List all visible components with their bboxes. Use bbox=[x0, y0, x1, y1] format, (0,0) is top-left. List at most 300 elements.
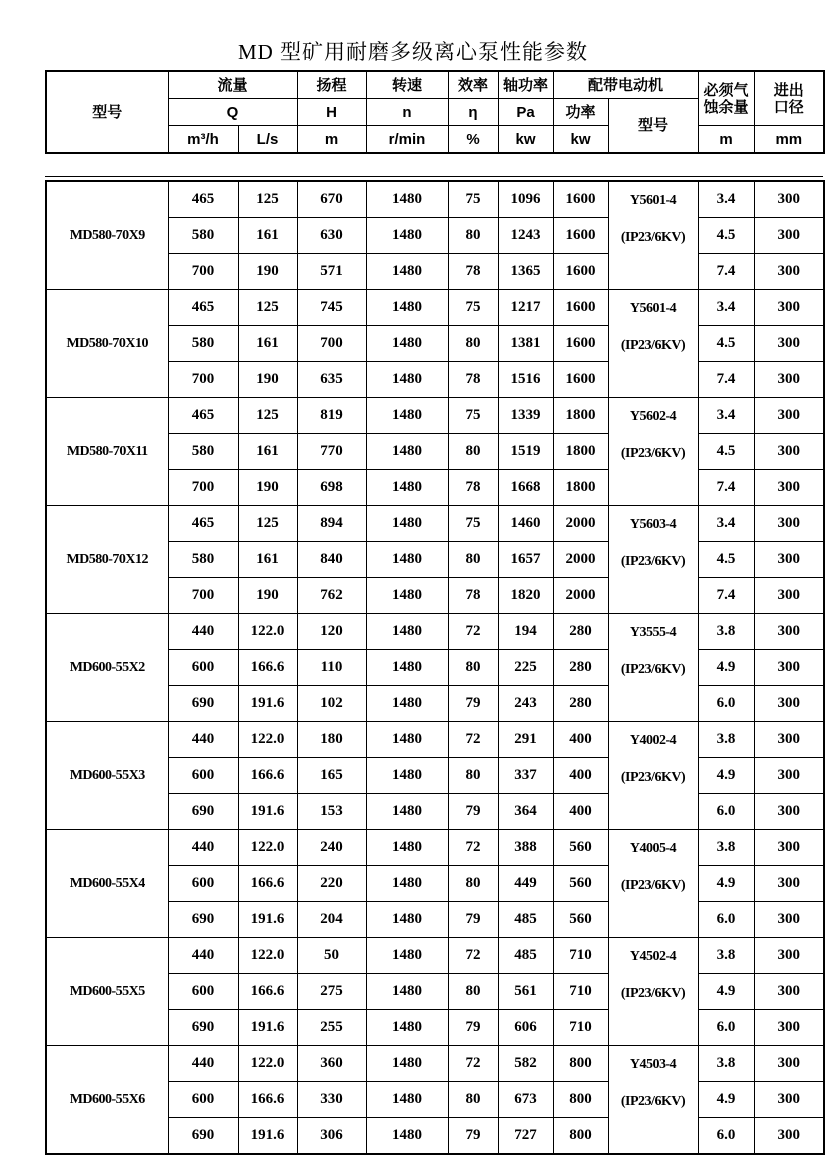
cell-n: 1480 bbox=[366, 434, 448, 470]
cell-eta: 80 bbox=[448, 542, 498, 578]
header-row-1 bbox=[46, 71, 824, 99]
cell-q_ls: 190 bbox=[238, 254, 297, 290]
cell-dn: 300 bbox=[754, 578, 824, 614]
cell-pa: 485 bbox=[498, 902, 553, 938]
cell-dn: 300 bbox=[754, 1118, 824, 1155]
table-row bbox=[46, 181, 824, 218]
cell-q_m3h: 690 bbox=[168, 902, 238, 938]
pump-model-cell: MD600-55X3 bbox=[46, 722, 168, 830]
cell-q_m3h: 600 bbox=[168, 758, 238, 794]
cell-power: 1600 bbox=[553, 326, 608, 362]
cell-npsh: 4.5 bbox=[698, 326, 754, 362]
cell-n: 1480 bbox=[366, 758, 448, 794]
cell-q_m3h: 440 bbox=[168, 938, 238, 974]
symbol-eta: η bbox=[448, 99, 498, 126]
pump-model-cell: MD600-55X2 bbox=[46, 614, 168, 722]
table-row bbox=[46, 938, 824, 974]
cell-h: 330 bbox=[297, 1082, 366, 1118]
cell-n: 1480 bbox=[366, 974, 448, 1010]
col-header-npsh bbox=[698, 71, 754, 126]
cell-npsh: 3.8 bbox=[698, 614, 754, 650]
cell-dn: 300 bbox=[754, 686, 824, 722]
cell-q_m3h: 600 bbox=[168, 974, 238, 1010]
cell-eta: 79 bbox=[448, 1118, 498, 1155]
cell-npsh: 3.4 bbox=[698, 506, 754, 542]
cell-h: 204 bbox=[297, 902, 366, 938]
cell-npsh: 3.4 bbox=[698, 181, 754, 218]
unit-npsh-m: m bbox=[698, 126, 754, 154]
page-title: MD 型矿用耐磨多级离心泵性能参数 bbox=[237, 40, 589, 64]
motor-model-cell bbox=[608, 290, 698, 398]
cell-n: 1480 bbox=[366, 218, 448, 254]
motor-model-cell bbox=[608, 398, 698, 506]
pump-model-cell: MD580-70X11 bbox=[46, 398, 168, 506]
cell-h: 745 bbox=[297, 290, 366, 326]
cell-q_ls: 122.0 bbox=[238, 1046, 297, 1082]
cell-eta: 80 bbox=[448, 326, 498, 362]
cell-eta: 72 bbox=[448, 1046, 498, 1082]
cell-power: 400 bbox=[553, 722, 608, 758]
motor-model-text: Y4502-4 bbox=[629, 949, 677, 964]
cell-npsh: 3.4 bbox=[698, 398, 754, 434]
cell-pa: 1381 bbox=[498, 326, 553, 362]
cell-npsh: 4.5 bbox=[698, 218, 754, 254]
cell-pa: 1096 bbox=[498, 181, 553, 218]
cell-n: 1480 bbox=[366, 362, 448, 398]
cell-n: 1480 bbox=[366, 1046, 448, 1082]
cell-n: 1480 bbox=[366, 650, 448, 686]
cell-q_ls: 125 bbox=[238, 398, 297, 434]
cell-pa: 1217 bbox=[498, 290, 553, 326]
cell-n: 1480 bbox=[366, 866, 448, 902]
cell-q_ls: 166.6 bbox=[238, 650, 297, 686]
ports-label-line2: 口径 bbox=[773, 98, 804, 116]
cell-pa: 194 bbox=[498, 614, 553, 650]
cell-power: 560 bbox=[553, 866, 608, 902]
cell-dn: 300 bbox=[754, 614, 824, 650]
cell-power: 560 bbox=[553, 830, 608, 866]
cell-dn: 300 bbox=[754, 650, 824, 686]
cell-q_m3h: 440 bbox=[168, 830, 238, 866]
cell-dn: 300 bbox=[754, 1046, 824, 1082]
cell-q_ls: 125 bbox=[238, 181, 297, 218]
cell-q_m3h: 465 bbox=[168, 398, 238, 434]
cell-power: 280 bbox=[553, 650, 608, 686]
cell-q_m3h: 465 bbox=[168, 290, 238, 326]
cell-q_m3h: 690 bbox=[168, 1118, 238, 1155]
cell-h: 360 bbox=[297, 1046, 366, 1082]
cell-eta: 72 bbox=[448, 938, 498, 974]
motor-model-cell bbox=[608, 614, 698, 722]
symbol-q: Q bbox=[168, 99, 297, 126]
motor-spec-text: (IP23/6KV) bbox=[620, 878, 686, 893]
cell-power: 560 bbox=[553, 902, 608, 938]
col-header-motor-model: 型号 bbox=[608, 99, 698, 154]
cell-npsh: 4.9 bbox=[698, 650, 754, 686]
cell-h: 165 bbox=[297, 758, 366, 794]
cell-q_ls: 191.6 bbox=[238, 686, 297, 722]
cell-n: 1480 bbox=[366, 902, 448, 938]
cell-dn: 300 bbox=[754, 1082, 824, 1118]
cell-h: 762 bbox=[297, 578, 366, 614]
cell-power: 400 bbox=[553, 794, 608, 830]
cell-npsh: 6.0 bbox=[698, 902, 754, 938]
cell-q_ls: 161 bbox=[238, 218, 297, 254]
pump-model-cell: MD600-55X6 bbox=[46, 1046, 168, 1155]
cell-q_m3h: 580 bbox=[168, 434, 238, 470]
cell-npsh: 3.4 bbox=[698, 290, 754, 326]
cell-q_m3h: 700 bbox=[168, 254, 238, 290]
cell-pa: 1820 bbox=[498, 578, 553, 614]
cell-q_ls: 161 bbox=[238, 542, 297, 578]
motor-spec-text: (IP23/6KV) bbox=[620, 230, 686, 245]
cell-power: 2000 bbox=[553, 506, 608, 542]
cell-dn: 300 bbox=[754, 542, 824, 578]
cell-eta: 78 bbox=[448, 254, 498, 290]
cell-h: 819 bbox=[297, 398, 366, 434]
cell-q_m3h: 440 bbox=[168, 1046, 238, 1082]
motor-model-text: Y5603-4 bbox=[629, 517, 677, 532]
cell-q_m3h: 690 bbox=[168, 794, 238, 830]
motor-model-cell bbox=[608, 830, 698, 938]
cell-eta: 80 bbox=[448, 866, 498, 902]
motor-model-text: Y4005-4 bbox=[629, 841, 677, 856]
pump-model-cell: MD580-70X9 bbox=[46, 181, 168, 290]
unit-m3h: m³/h bbox=[168, 126, 238, 154]
cell-q_ls: 161 bbox=[238, 434, 297, 470]
cell-npsh: 4.9 bbox=[698, 758, 754, 794]
cell-eta: 80 bbox=[448, 434, 498, 470]
motor-spec-text: (IP23/6KV) bbox=[620, 1094, 686, 1109]
cell-dn: 300 bbox=[754, 326, 824, 362]
motor-model-text: Y3555-4 bbox=[629, 625, 677, 640]
cell-dn: 300 bbox=[754, 794, 824, 830]
cell-q_m3h: 580 bbox=[168, 542, 238, 578]
cell-h: 670 bbox=[297, 181, 366, 218]
motor-spec-text: (IP23/6KV) bbox=[620, 662, 686, 677]
cell-power: 800 bbox=[553, 1118, 608, 1155]
cell-dn: 300 bbox=[754, 938, 824, 974]
motor-model-text: Y5601-4 bbox=[629, 301, 677, 316]
cell-pa: 582 bbox=[498, 1046, 553, 1082]
cell-q_m3h: 440 bbox=[168, 722, 238, 758]
cell-npsh: 6.0 bbox=[698, 1118, 754, 1155]
cell-q_ls: 125 bbox=[238, 506, 297, 542]
cell-h: 240 bbox=[297, 830, 366, 866]
cell-pa: 364 bbox=[498, 794, 553, 830]
cell-pa: 337 bbox=[498, 758, 553, 794]
motor-model-cell bbox=[608, 506, 698, 614]
ports-label-line1: 进出 bbox=[773, 81, 804, 99]
cell-q_m3h: 600 bbox=[168, 1082, 238, 1118]
cell-npsh: 4.9 bbox=[698, 974, 754, 1010]
cell-h: 840 bbox=[297, 542, 366, 578]
cell-npsh: 3.8 bbox=[698, 1046, 754, 1082]
cell-q_m3h: 700 bbox=[168, 470, 238, 506]
cell-n: 1480 bbox=[366, 181, 448, 218]
cell-q_m3h: 600 bbox=[168, 650, 238, 686]
col-header-efficiency: 效率 bbox=[448, 71, 498, 99]
cell-h: 635 bbox=[297, 362, 366, 398]
cell-q_ls: 122.0 bbox=[238, 830, 297, 866]
cell-q_ls: 166.6 bbox=[238, 866, 297, 902]
cell-pa: 561 bbox=[498, 974, 553, 1010]
cell-eta: 80 bbox=[448, 218, 498, 254]
cell-pa: 1668 bbox=[498, 470, 553, 506]
cell-q_m3h: 700 bbox=[168, 578, 238, 614]
cell-pa: 1460 bbox=[498, 506, 553, 542]
cell-eta: 72 bbox=[448, 830, 498, 866]
table-row bbox=[46, 1046, 824, 1082]
cell-h: 630 bbox=[297, 218, 366, 254]
symbol-n: n bbox=[366, 99, 448, 126]
cell-q_ls: 122.0 bbox=[238, 722, 297, 758]
cell-n: 1480 bbox=[366, 398, 448, 434]
cell-h: 698 bbox=[297, 470, 366, 506]
cell-h: 110 bbox=[297, 650, 366, 686]
cell-npsh: 4.9 bbox=[698, 1082, 754, 1118]
cell-eta: 75 bbox=[448, 506, 498, 542]
unit-kw-power: kw bbox=[553, 126, 608, 154]
motor-spec-text: (IP23/6KV) bbox=[620, 338, 686, 353]
cell-npsh: 4.5 bbox=[698, 434, 754, 470]
cell-power: 1800 bbox=[553, 398, 608, 434]
cell-power: 800 bbox=[553, 1082, 608, 1118]
cell-n: 1480 bbox=[366, 470, 448, 506]
pump-model-cell: MD600-55X4 bbox=[46, 830, 168, 938]
cell-pa: 225 bbox=[498, 650, 553, 686]
cell-q_ls: 166.6 bbox=[238, 758, 297, 794]
cell-h: 180 bbox=[297, 722, 366, 758]
col-header-shaft-power: 轴功率 bbox=[498, 71, 553, 99]
cell-pa: 1365 bbox=[498, 254, 553, 290]
cell-dn: 300 bbox=[754, 902, 824, 938]
cell-q_ls: 122.0 bbox=[238, 614, 297, 650]
header-table bbox=[45, 70, 825, 154]
cell-dn: 300 bbox=[754, 722, 824, 758]
cell-n: 1480 bbox=[366, 1082, 448, 1118]
cell-eta: 79 bbox=[448, 1010, 498, 1046]
cell-q_m3h: 690 bbox=[168, 1010, 238, 1046]
motor-model-cell bbox=[608, 722, 698, 830]
cell-q_ls: 191.6 bbox=[238, 1118, 297, 1155]
cell-power: 280 bbox=[553, 614, 608, 650]
cell-n: 1480 bbox=[366, 614, 448, 650]
cell-n: 1480 bbox=[366, 542, 448, 578]
cell-eta: 75 bbox=[448, 181, 498, 218]
cell-n: 1480 bbox=[366, 1010, 448, 1046]
cell-pa: 1516 bbox=[498, 362, 553, 398]
cell-power: 1600 bbox=[553, 181, 608, 218]
col-header-flow: 流量 bbox=[168, 71, 297, 99]
cell-pa: 449 bbox=[498, 866, 553, 902]
cell-npsh: 6.0 bbox=[698, 1010, 754, 1046]
cell-n: 1480 bbox=[366, 254, 448, 290]
pump-model-cell: MD580-70X12 bbox=[46, 506, 168, 614]
pump-model-cell: MD600-55X5 bbox=[46, 938, 168, 1046]
cell-power: 2000 bbox=[553, 578, 608, 614]
cell-h: 700 bbox=[297, 326, 366, 362]
col-header-head: 扬程 bbox=[297, 71, 366, 99]
cell-npsh: 3.8 bbox=[698, 938, 754, 974]
col-header-motor: 配带电动机 bbox=[553, 71, 698, 99]
cell-pa: 1339 bbox=[498, 398, 553, 434]
cell-npsh: 3.8 bbox=[698, 830, 754, 866]
cell-pa: 243 bbox=[498, 686, 553, 722]
cell-q_m3h: 580 bbox=[168, 326, 238, 362]
cell-dn: 300 bbox=[754, 758, 824, 794]
cell-npsh: 6.0 bbox=[698, 686, 754, 722]
cell-npsh: 6.0 bbox=[698, 794, 754, 830]
cell-eta: 79 bbox=[448, 902, 498, 938]
cell-h: 275 bbox=[297, 974, 366, 1010]
cell-dn: 300 bbox=[754, 290, 824, 326]
cell-dn: 300 bbox=[754, 1010, 824, 1046]
cell-n: 1480 bbox=[366, 830, 448, 866]
table-row bbox=[46, 722, 824, 758]
data-table bbox=[45, 180, 825, 1155]
col-header-motor-power: 功率 bbox=[553, 99, 608, 126]
cell-h: 255 bbox=[297, 1010, 366, 1046]
cell-q_ls: 191.6 bbox=[238, 794, 297, 830]
cell-power: 1600 bbox=[553, 362, 608, 398]
cell-dn: 300 bbox=[754, 254, 824, 290]
cell-npsh: 3.8 bbox=[698, 722, 754, 758]
motor-spec-text: (IP23/6KV) bbox=[620, 554, 686, 569]
cell-pa: 673 bbox=[498, 1082, 553, 1118]
cell-dn: 300 bbox=[754, 830, 824, 866]
cell-q_ls: 190 bbox=[238, 470, 297, 506]
cell-h: 770 bbox=[297, 434, 366, 470]
cell-power: 1600 bbox=[553, 218, 608, 254]
unit-rmin: r/min bbox=[366, 126, 448, 154]
cell-h: 102 bbox=[297, 686, 366, 722]
unit-percent: % bbox=[448, 126, 498, 154]
cell-eta: 78 bbox=[448, 362, 498, 398]
col-header-speed: 转速 bbox=[366, 71, 448, 99]
motor-model-text: Y5601-4 bbox=[629, 193, 677, 208]
cell-pa: 606 bbox=[498, 1010, 553, 1046]
cell-pa: 485 bbox=[498, 938, 553, 974]
col-header-ports bbox=[754, 71, 824, 126]
cell-q_m3h: 440 bbox=[168, 614, 238, 650]
cell-h: 220 bbox=[297, 866, 366, 902]
table-top-rule bbox=[45, 176, 823, 177]
cell-q_ls: 166.6 bbox=[238, 1082, 297, 1118]
cell-n: 1480 bbox=[366, 686, 448, 722]
cell-n: 1480 bbox=[366, 326, 448, 362]
cell-n: 1480 bbox=[366, 506, 448, 542]
cell-power: 710 bbox=[553, 974, 608, 1010]
cell-dn: 300 bbox=[754, 181, 824, 218]
cell-h: 894 bbox=[297, 506, 366, 542]
cell-power: 1800 bbox=[553, 470, 608, 506]
table-row bbox=[46, 398, 824, 434]
motor-spec-text: (IP23/6KV) bbox=[620, 770, 686, 785]
cell-dn: 300 bbox=[754, 398, 824, 434]
cell-dn: 300 bbox=[754, 506, 824, 542]
cell-power: 800 bbox=[553, 1046, 608, 1082]
cell-q_ls: 190 bbox=[238, 578, 297, 614]
cell-n: 1480 bbox=[366, 290, 448, 326]
col-header-model: 型号 bbox=[46, 71, 168, 153]
cell-pa: 1657 bbox=[498, 542, 553, 578]
motor-model-cell bbox=[608, 181, 698, 290]
cell-eta: 78 bbox=[448, 470, 498, 506]
symbol-pa: Pa bbox=[498, 99, 553, 126]
table-row bbox=[46, 830, 824, 866]
motor-model-text: Y5602-4 bbox=[629, 409, 677, 424]
cell-eta: 79 bbox=[448, 686, 498, 722]
cell-pa: 1243 bbox=[498, 218, 553, 254]
unit-ls: L/s bbox=[238, 126, 297, 154]
cell-eta: 75 bbox=[448, 398, 498, 434]
cell-h: 120 bbox=[297, 614, 366, 650]
motor-model-cell bbox=[608, 938, 698, 1046]
cell-q_ls: 191.6 bbox=[238, 902, 297, 938]
motor-model-cell bbox=[608, 1046, 698, 1155]
cell-npsh: 7.4 bbox=[698, 578, 754, 614]
cell-dn: 300 bbox=[754, 434, 824, 470]
cell-h: 153 bbox=[297, 794, 366, 830]
cell-q_ls: 191.6 bbox=[238, 1010, 297, 1046]
cell-npsh: 4.9 bbox=[698, 866, 754, 902]
cell-q_ls: 122.0 bbox=[238, 938, 297, 974]
cell-dn: 300 bbox=[754, 974, 824, 1010]
cell-pa: 727 bbox=[498, 1118, 553, 1155]
cell-eta: 80 bbox=[448, 650, 498, 686]
motor-model-text: Y4503-4 bbox=[629, 1057, 677, 1072]
cell-npsh: 7.4 bbox=[698, 254, 754, 290]
cell-n: 1480 bbox=[366, 938, 448, 974]
unit-mm: mm bbox=[754, 126, 824, 154]
cell-power: 710 bbox=[553, 938, 608, 974]
cell-npsh: 7.4 bbox=[698, 362, 754, 398]
cell-power: 1600 bbox=[553, 254, 608, 290]
npsh-label-line2: 蚀余量 bbox=[703, 98, 749, 116]
cell-n: 1480 bbox=[366, 1118, 448, 1155]
pump-model-cell: MD580-70X10 bbox=[46, 290, 168, 398]
symbol-h: H bbox=[297, 99, 366, 126]
motor-spec-text: (IP23/6KV) bbox=[620, 986, 686, 1001]
cell-eta: 79 bbox=[448, 794, 498, 830]
table-row bbox=[46, 506, 824, 542]
cell-npsh: 4.5 bbox=[698, 542, 754, 578]
unit-kw-pa: kw bbox=[498, 126, 553, 154]
cell-h: 50 bbox=[297, 938, 366, 974]
cell-eta: 75 bbox=[448, 290, 498, 326]
table-row bbox=[46, 290, 824, 326]
cell-q_m3h: 600 bbox=[168, 866, 238, 902]
cell-q_ls: 190 bbox=[238, 362, 297, 398]
unit-m: m bbox=[297, 126, 366, 154]
cell-pa: 291 bbox=[498, 722, 553, 758]
cell-eta: 80 bbox=[448, 758, 498, 794]
cell-q_ls: 166.6 bbox=[238, 974, 297, 1010]
npsh-label-line1: 必须气 bbox=[703, 81, 749, 99]
cell-pa: 388 bbox=[498, 830, 553, 866]
cell-n: 1480 bbox=[366, 794, 448, 830]
cell-q_m3h: 465 bbox=[168, 506, 238, 542]
cell-q_m3h: 700 bbox=[168, 362, 238, 398]
cell-dn: 300 bbox=[754, 470, 824, 506]
cell-power: 710 bbox=[553, 1010, 608, 1046]
table-row bbox=[46, 614, 824, 650]
cell-eta: 72 bbox=[448, 614, 498, 650]
cell-power: 280 bbox=[553, 686, 608, 722]
cell-q_m3h: 580 bbox=[168, 218, 238, 254]
cell-n: 1480 bbox=[366, 722, 448, 758]
